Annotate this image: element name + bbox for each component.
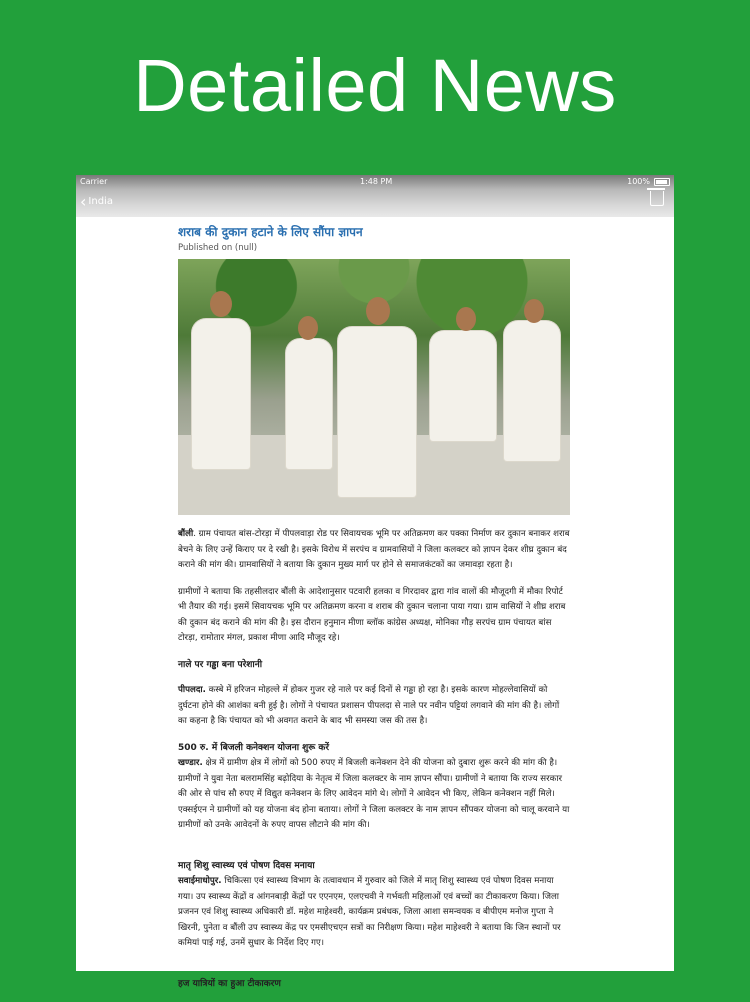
photo-person-head [210, 291, 232, 317]
photo-person [430, 331, 496, 441]
paragraph-text: . ग्राम पंचायत बांस-टोरड़ा में पीपलवाड़ा रोड पर सिवायचक भूमि पर अतिक्रमण कर पक्का निर्माण कर दुकान बनाकर शराब बेचने के लिए उन्हें किराए पर दे रखी है। इसके विरोध में सरपंच व ग्रामवासियों ने जिला कलक्टर को ज्ञापन देकर शीघ्र दुकान बंद कराने की मांग की। ग्रामवासियों ने बताया कि दुकान मुख्य मार्ग पर होने से समाजकंटकों का जमावड़ा रहता है। [178, 529, 570, 570]
paragraph [178, 527, 570, 574]
paragraph-text: ग्रामीणों ने बताया कि तहसीलदार बौंली के आदेशानुसार पटवारी हलका व गिरदावर द्वारा गांव वालों की मौजूदगी में मौका रिपोर्ट भी तैयार की गई। इसमें सिवायचक भूमि पर अतिक्रमण करना व शराब की दुकान चलाना पाया गया। ग्राम वासियों ने शीघ्र शराब की दुकान बंद कराने की मांग की है। इस दौरान हनुमान मीणा ब्लॉक कांग्रेस अध्यक्ष, मोनिका गौड़ सरपंच ग्राम पंचायत बांस टोरड़ा, रामोतार मंगल, प्रकाश मीणा आदि मौजूद रहे। [178, 586, 566, 643]
back-label: India [88, 196, 113, 207]
dateline: पीपलदा. [178, 685, 206, 695]
chevron-left-icon: ‹ [80, 192, 87, 211]
banner-title: Detailed News [133, 43, 617, 127]
section-heading: 500 रु. में बिजली कनेक्शन योजना शुरू करें [178, 742, 330, 753]
trash-icon[interactable] [650, 191, 664, 206]
photo-person [504, 321, 560, 461]
photo-person-head [366, 297, 390, 325]
spacer [178, 845, 570, 859]
photo-person-head [524, 299, 544, 323]
status-time: 1:48 PM [360, 177, 393, 186]
article [178, 221, 570, 1002]
paragraph-text: क्षेत्र में ग्रामीण क्षेत्र में लोगों को 500 रुपए में बिजली कनेक्शन देने की योजना को दुबारा शुरू करने की मांग की है। ग्रामीणों ने युवा नेता बलरामसिंह बढ़ोदिया के नेतृत्व में जिला कलक्टर के नाम ज्ञापन सौंपा। ग्रामीणों ने बताया कि राज्य सरकार की ओर से पांच सौ रुपए में विद्युत कनेक्शन के लिए आवेदन मांगे थे। लोगों ने आवेदन भी किए, लेकिन कनेक्शन नहीं मिले। एक्सईएन ने ग्रामीणों को यह योजना बंद होना बताया। लोगों ने जिला कलक्टर के नाम ज्ञापन सौंपकर योजना को चालू करवाने या ग्रामीणों को उनके आवेदनों के रुपए वापस लौटाने की मांग की। [178, 758, 570, 830]
navigation-bar [76, 175, 674, 217]
article-title: शराब की दुकान हटाने के लिए सौंपा ज्ञापन [178, 225, 363, 239]
battery-icon [654, 178, 670, 186]
dateline: सवाईमाधोपुर. [178, 876, 222, 886]
paragraph [178, 585, 570, 647]
photo-person [338, 327, 416, 497]
paragraph [178, 683, 570, 730]
article-body [178, 527, 570, 992]
dateline: बौंली [178, 529, 194, 539]
published-date: Published on (null) [178, 243, 258, 253]
paragraph-text: चिकित्सा एवं स्वास्थ्य विभाग के तत्वावधान में गुरुवार को जिले में मातृ शिशु स्वास्थ्य एवं पोषण दिवस मनाया गया। उप स्वास्थ्य केंद्रों व आंगनबाड़ी केंद्रों पर एएनएम, एलएचवी ने गर्भवती महिलाओं एवं बच्चों का टीकाकरण किया। जिला प्रजनन एवं शिशु स्वास्थ्य अधिकारी डॉ. महेश माहेश्वरी, कार्यक्रम प्रबंधक, जिला आशा समन्वयक व बीपीएम मनोज गुप्ता ने खिरनी, पुनेता व बौंली उप स्वास्थ्य केंद्र पर एमसीएचएन सत्रों का निरीक्षण किया। महेश माहेश्वरी ने बताया कि जिन स्थानों पर कमियां पाई गई, उनमें सुधार के निर्देश दिए गए। [178, 876, 561, 948]
section-heading: हज यात्रियों का हुआ टीकाकरण [178, 978, 281, 989]
device-screenshot [76, 175, 674, 989]
spacer [178, 963, 570, 977]
battery-percent: 100% [627, 177, 650, 186]
banner [0, 0, 750, 170]
carrier-label: Carrier [80, 177, 108, 186]
paragraph [178, 756, 570, 834]
photo-person-head [298, 316, 318, 340]
article-photo [178, 259, 570, 515]
photo-person-head [456, 307, 476, 331]
section-heading: नाले पर गड्ढा बना परेशानी [178, 659, 263, 670]
dateline: खण्डार. [178, 758, 203, 768]
paragraph-text: कस्बे में हरिजन मोहल्ले में होकर गुजर रहे नाले पर कई दिनों से गड्ढा हो रहा है। इसके कारण मोहल्लेवासियों को दुर्घटना होने की आशंका बनी हुई है। लोगों ने पंचायत प्रशासन पीपलदा से नाले पर नवीन पट्टियां लगवाने की मांग की है। लोगों का कहना है कि पंचायत को भी अवगत कराने के बाद भी समस्या जस की तस है। [178, 685, 560, 726]
photo-person [286, 339, 332, 469]
back-button[interactable] [80, 192, 113, 211]
paragraph [178, 874, 570, 952]
section-heading: मातृ शिशु स्वास्थ्य एवं पोषण दिवस मनाया [178, 860, 315, 871]
photo-person [192, 319, 250, 469]
